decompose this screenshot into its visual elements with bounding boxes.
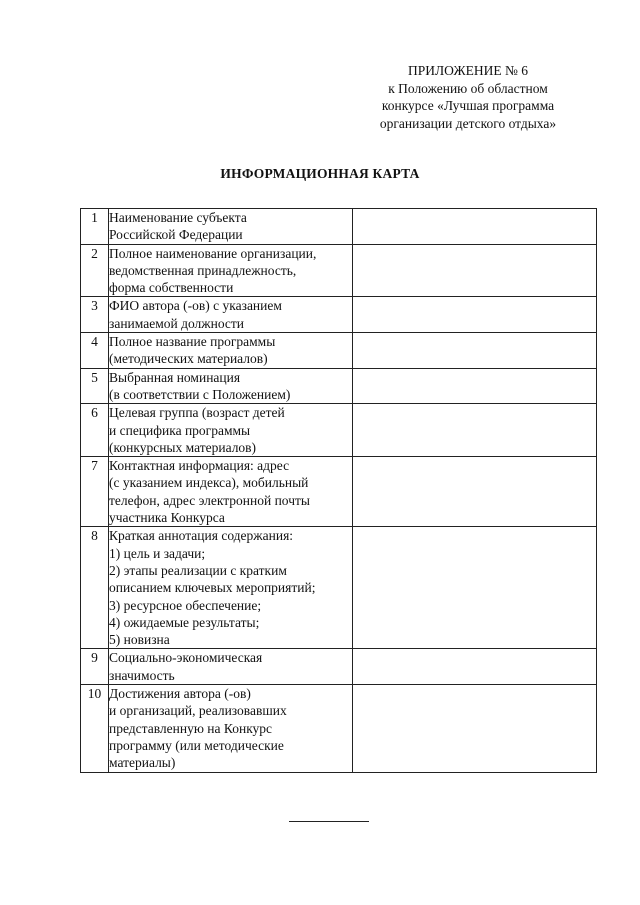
table-row (81, 333, 597, 369)
row-label-line: описанием ключевых мероприятий; (109, 580, 316, 596)
row-number: 1 (81, 209, 109, 245)
row-value-cell (353, 297, 597, 333)
row-label-line: (методических материалов) (109, 351, 268, 367)
row-label-line: телефон, адрес электронной почты (109, 492, 310, 508)
info-card-body (81, 209, 597, 773)
row-number: 2 (81, 244, 109, 297)
row-label-line: 4) ожидаемые результаты; (109, 614, 260, 630)
row-number: 5 (81, 368, 109, 404)
table-row (81, 209, 597, 245)
row-label-line: и организаций, реализовавших (109, 703, 287, 719)
row-label-line: программу (или методические (109, 737, 284, 753)
row-value-cell (353, 527, 597, 649)
row-label-line: занимаемой должности (109, 315, 245, 331)
row-label-line: (в соответствии с Положением) (109, 386, 291, 402)
row-label-line: ФИО автора (-ов) с указанием (109, 298, 282, 314)
row-label-line: материалы) (109, 755, 176, 771)
row-number: 3 (81, 297, 109, 333)
row-label-line: Контактная информация: адрес (109, 458, 290, 474)
row-number: 4 (81, 333, 109, 369)
row-label-line: 5) новизна (109, 632, 170, 648)
row-label-line: Выбранная номинация (109, 369, 241, 385)
row-label (109, 209, 353, 245)
table-row (81, 244, 597, 297)
row-value-cell (353, 457, 597, 527)
row-label-line: Краткая аннотация содержания: (109, 528, 294, 544)
row-label-line: значимость (109, 667, 175, 683)
table-row (81, 297, 597, 333)
appendix-header (358, 62, 578, 132)
row-label-line: 3) ресурсное обеспечение; (109, 597, 262, 613)
row-label (109, 685, 353, 772)
table-row (81, 404, 597, 457)
row-value-cell (353, 244, 597, 297)
appendix-line: конкурсе «Лучшая программа (381, 98, 555, 113)
row-label (109, 404, 353, 457)
row-value-cell (353, 685, 597, 772)
row-value-cell (353, 649, 597, 685)
row-label-line: 2) этапы реализации с кратким (109, 562, 287, 578)
row-label-line: (с указанием индекса), мобильный (109, 475, 309, 491)
row-label-line: форма собственности (109, 280, 234, 296)
appendix-line: организации детского отдыха» (379, 115, 557, 131)
row-number: 6 (81, 404, 109, 457)
row-label-line: и специфика программы (109, 422, 251, 438)
row-label (109, 297, 353, 333)
row-label (109, 457, 353, 527)
row-number: 7 (81, 457, 109, 527)
table-row (81, 649, 597, 685)
row-label-line: представленную на Конкурс (109, 720, 273, 736)
row-value-cell (353, 209, 597, 245)
table-row (81, 527, 597, 649)
row-label (109, 527, 353, 649)
row-label-line: Полное название программы (109, 334, 276, 350)
row-label (109, 333, 353, 369)
footer-divider (289, 821, 369, 822)
table-row (81, 368, 597, 404)
row-label-line: 1) цель и задачи; (109, 545, 206, 561)
table-row (81, 685, 597, 772)
row-label (109, 368, 353, 404)
page-title: ИНФОРМАЦИОННАЯ КАРТА (220, 166, 420, 181)
appendix-line: к Положению об областном (388, 80, 548, 96)
row-value-cell (353, 404, 597, 457)
row-label-line: Полное наименование организации, (109, 245, 317, 261)
row-value-cell (353, 333, 597, 369)
row-number: 9 (81, 649, 109, 685)
table-row (81, 457, 597, 527)
appendix-line: ПРИЛОЖЕНИЕ № 6 (407, 63, 529, 78)
row-label (109, 244, 353, 297)
row-number: 8 (81, 527, 109, 649)
row-label-line: (конкурсных материалов) (109, 439, 257, 455)
row-label (109, 649, 353, 685)
row-value-cell (353, 368, 597, 404)
row-label-line: Социально-экономическая (109, 650, 263, 666)
row-number: 10 (81, 685, 109, 772)
row-label-line: участника Конкурса (109, 510, 225, 526)
row-label-line: Российской Федерации (109, 227, 243, 243)
row-label-line: Целевая группа (возраст детей (109, 405, 285, 421)
info-card-table (80, 208, 597, 773)
row-label-line: ведомственная принадлежность, (109, 262, 297, 278)
row-label-line: Достижения автора (-ов) (109, 686, 251, 702)
row-label-line: Наименование субъекта (109, 210, 247, 225)
